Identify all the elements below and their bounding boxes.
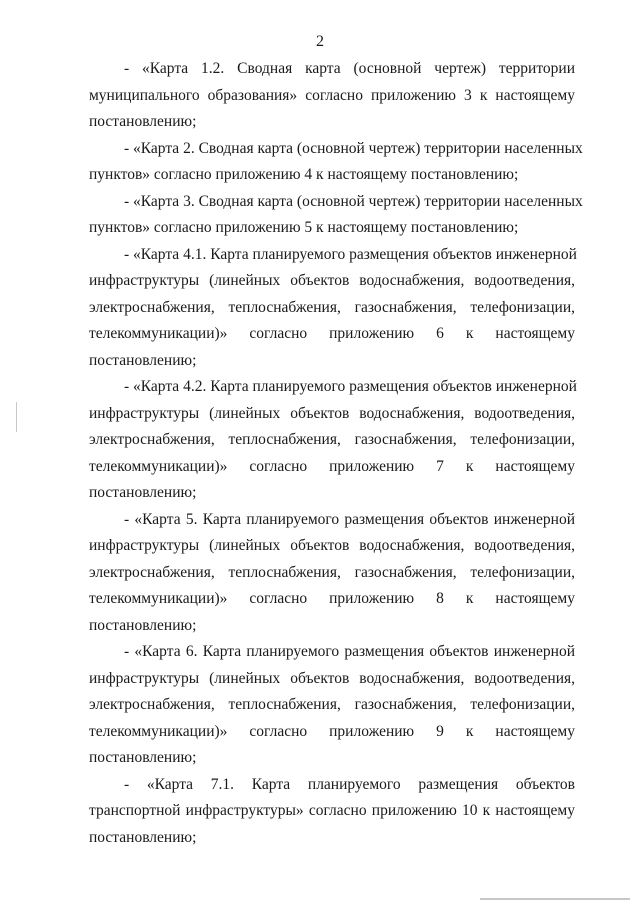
list-item-line: инфраструктуры (линейных объектов водоснабжения, водоотведения, bbox=[89, 669, 575, 687]
list-item-line: телекоммуникации)» согласно приложению 8 к настоящему bbox=[89, 590, 575, 607]
list-item-first-line: - «Карта 7.1. Карта планируемого размещения объектов bbox=[124, 775, 575, 793]
list-item-line: постановлению; bbox=[89, 828, 197, 846]
page-number: 2 bbox=[316, 33, 324, 50]
list-item-line: электроснабжения, теплоснабжения, газоснабжения, телефонизации, bbox=[89, 696, 575, 713]
list-item-line: электроснабжения, теплоснабжения, газоснабжения, телефонизации, bbox=[89, 563, 575, 581]
list-item-line: электроснабжения, теплоснабжения, газоснабжения, телефонизации, bbox=[89, 298, 575, 316]
list-item-line: пунктов» согласно приложению 5 к настоящему постановлению; bbox=[89, 219, 519, 236]
list-item-first-line: - «Карта 6. Карта планируемого размещения объектов инженерной bbox=[124, 643, 575, 660]
scan-mark bbox=[16, 402, 17, 432]
list-item-line: постановлению; bbox=[89, 351, 197, 369]
list-item-line: электроснабжения, теплоснабжения, газоснабжения, телефонизации, bbox=[89, 431, 575, 448]
list-item-line: постановлению; bbox=[89, 484, 197, 501]
list-item-line: инфраструктуры (линейных объектов водоснабжения, водоотведения, bbox=[89, 537, 575, 554]
list-item-line: постановлению; bbox=[89, 113, 197, 130]
list-item-line: телекоммуникации)» согласно приложению 9 к настоящему bbox=[89, 722, 575, 740]
list-item-line: транспортной инфраструктуры» согласно приложению 10 к настоящему bbox=[89, 802, 575, 819]
list-item-line: телекоммуникации)» согласно приложению 7 к настоящему bbox=[89, 457, 575, 475]
list-item-line: инфраструктуры (линейных объектов водоснабжения, водоотведения, bbox=[89, 272, 575, 289]
list-item-line: постановлению; bbox=[89, 749, 197, 766]
list-item-line: инфраструктуры (линейных объектов водоснабжения, водоотведения, bbox=[89, 404, 575, 422]
list-item-line: телекоммуникации)» согласно приложению 6 к настоящему bbox=[89, 325, 575, 342]
list-item-first-line: - «Карта 2. Сводная карта (основной чертеж) территории населенных bbox=[124, 139, 583, 157]
scan-mark bbox=[480, 898, 630, 900]
list-item-first-line: - «Карта 4.1. Карта планируемого размещения объектов инженерной bbox=[124, 245, 577, 263]
list-item-line: постановлению; bbox=[89, 616, 197, 634]
list-item-first-line: - «Карта 1.2. Сводная карта (основной чертеж) территории bbox=[124, 60, 575, 77]
list-item-line: муниципального образования» согласно приложению 3 к настоящему bbox=[89, 86, 575, 104]
list-item-first-line: - «Карта 3. Сводная карта (основной чертеж) территории населенных bbox=[124, 192, 583, 210]
list-item-line: пунктов» согласно приложению 4 к настоящему постановлению; bbox=[89, 166, 519, 183]
list-item-first-line: - «Карта 4.2. Карта планируемого размещения объектов инженерной bbox=[124, 378, 577, 395]
list-item-first-line: - «Карта 5. Карта планируемого размещения объектов инженерной bbox=[124, 510, 575, 528]
